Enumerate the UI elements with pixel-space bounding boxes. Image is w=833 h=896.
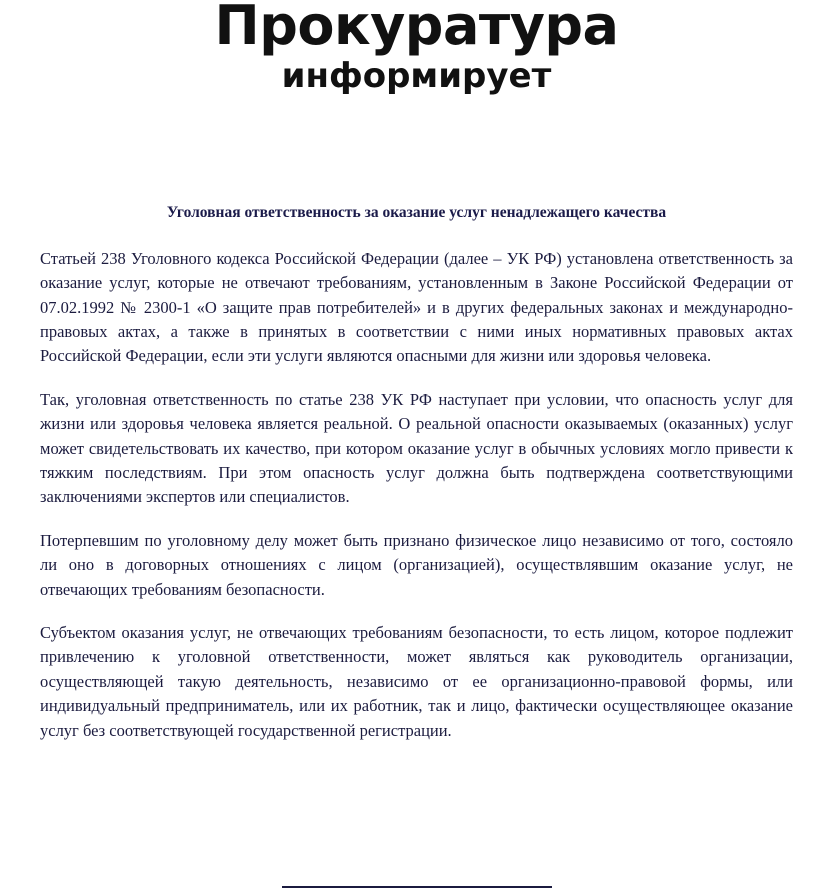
banner-title-secondary: информирует (281, 55, 552, 96)
page-title: Уголовная ответственность за оказание услуг ненадлежащего качества (166, 203, 667, 221)
horizontal-divider (282, 886, 552, 888)
banner-title-primary: Прокуратура (214, 0, 619, 57)
prosecutor-banner (0, 0, 833, 95)
body-paragraph: Статьей 238 Уголовного кодекса Российской Федерации (далее – УК РФ) установлена ответственность за оказание услуг, которые не отвечают требованиям, установленным в Законе Российской Федерации от 07.02.1992 № 2300-1 «О защите прав потребителей» и в других федеральных законах и международно-правовых актах, а также в принятых в соответствии с ними иных нормативных правовых актах Российской Федерации, если эти услуги являются опасными для жизни или здоровья человека. (40, 248, 793, 366)
body-paragraph: Субъектом оказания услуг, не отвечающих требованиям безопасности, то есть лицом, которое подлежит привлечению к уголовной ответственности, может являться как руководитель организации, осуществляющей такую деятельность, независимо от ее организационно-правовой формы, или индивидуальный предприниматель, или их работник, так и лицо, фактически осуществляющее оказание услуг без соответствующей государственной регистрации. (40, 623, 793, 740)
document-body (0, 203, 833, 743)
body-paragraph: Потерпевшим по уголовному делу может быть признано физическое лицо независимо от того, состояло ли оно в договорных отношениях с лицом (организацией), осуществлявшим оказание услуг, не отвечающих требованиям безопасности. (40, 530, 793, 599)
body-paragraph: Так, уголовная ответственность по статье 238 УК РФ наступает при условии, что опасность услуг для жизни или здоровья человека является реальной. О реальной опасности оказываемых (оказанных) услуг может свидетельствовать их качество, при котором оказание услуг в обычных условиях могло привести к тяжким последствиям. При этом опасность услуг должна быть подтверждена соответствующими заключениями экспертов или специалистов. (40, 389, 793, 507)
